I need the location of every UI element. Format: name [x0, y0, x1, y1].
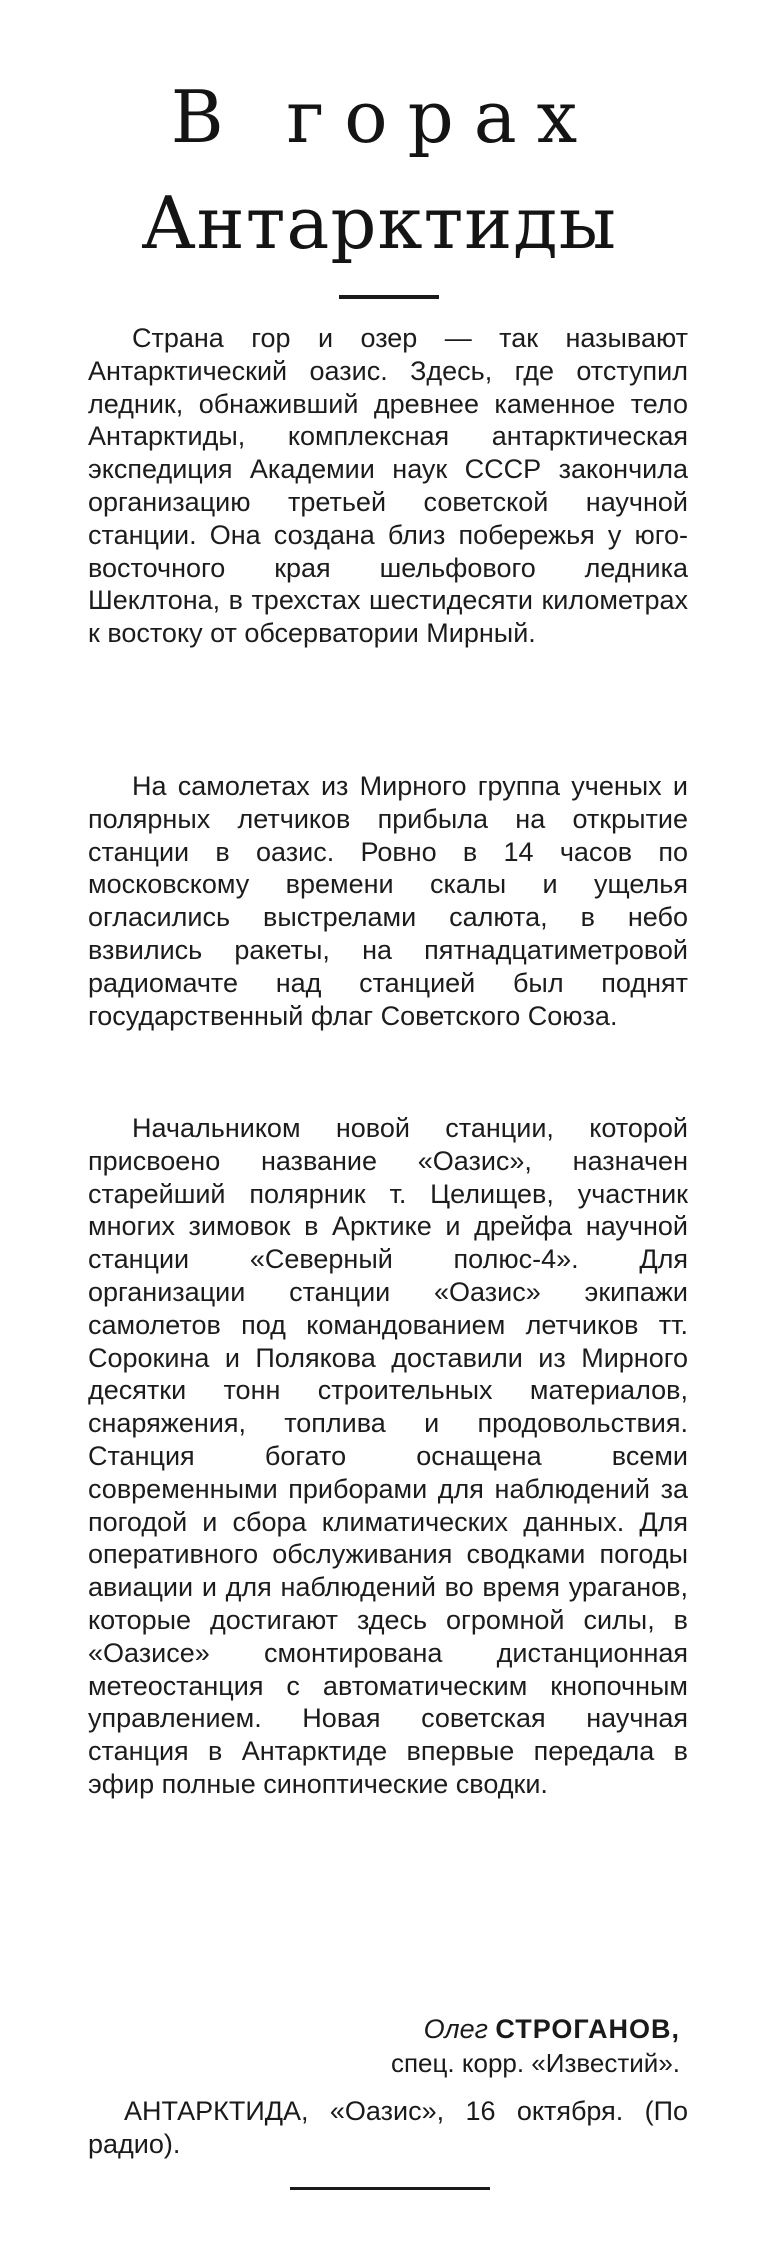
byline-author	[88, 2013, 680, 2045]
headline-line-2: Антарктиды	[141, 181, 617, 265]
headline-divider	[339, 295, 439, 299]
byline-role: спец. корр. «Известий».	[390, 2048, 680, 2078]
paragraph-2: На самолетах из Мирного группа ученых и полярных летчиков прибыла на открытие станции в оазис. Ровно в 14 часов по московскому времени скалы и ущелья огласились выстрелами салюта, в небо взвились ракеты, на пятнадцатиметровой радиомачте над станцией был поднят государственный флаг Советского Союза.	[88, 771, 688, 1031]
paragraph-1: Страна гор и озер — так называют Антарктический оазис. Здесь, где отступил ледник, обнаживший древнее каменное тело Антарктиды, комплексная антарктическая экспедиция Академии наук СССР закончила организацию третьей советской научной станции. Она создана близ побережья у юго-восточного края шельфового ледника Шеклтона, в трехстах шестидесяти километрах к востоку от обсерватории Мирный.	[88, 323, 688, 649]
author-first-name: Олег	[423, 2014, 488, 2044]
author-surname: СТРОГАНОВ,	[495, 2014, 680, 2044]
paragraph-3: Начальником новой станции, которой присвоено название «Оазис», назначен старейший полярник т. Целищев, участник многих зимовок в Арктике и дрейфа научной станции «Северный полюс-4». Для организации станции «Оазис» экипажи самолетов под командованием летчиков тт. Сорокина и Полякова доставили из Мирного десятки тонн строительных материалов, снаряжения, топлива и продовольствия. Станция богато оснащена всеми современными приборами для наблюдений за погодой и сбора климатических данных. Для оперативного обслуживания сводками погоды авиации и для наблюдений во время ураганов, которые достигают здесь огромной силы, в «Оазисе» смонтирована дистанционная метеостанция с автоматическим кнопочным управлением. Новая советская научная станция в Антарктиде впервые передала в эфир полные синоптические сводки.	[88, 1113, 688, 1799]
end-divider	[290, 2187, 490, 2190]
dateline: АНТАРКТИДА, «Оазис», 16 октября. (По радио).	[88, 2096, 688, 2159]
headline-line-1: В горах	[170, 75, 598, 159]
